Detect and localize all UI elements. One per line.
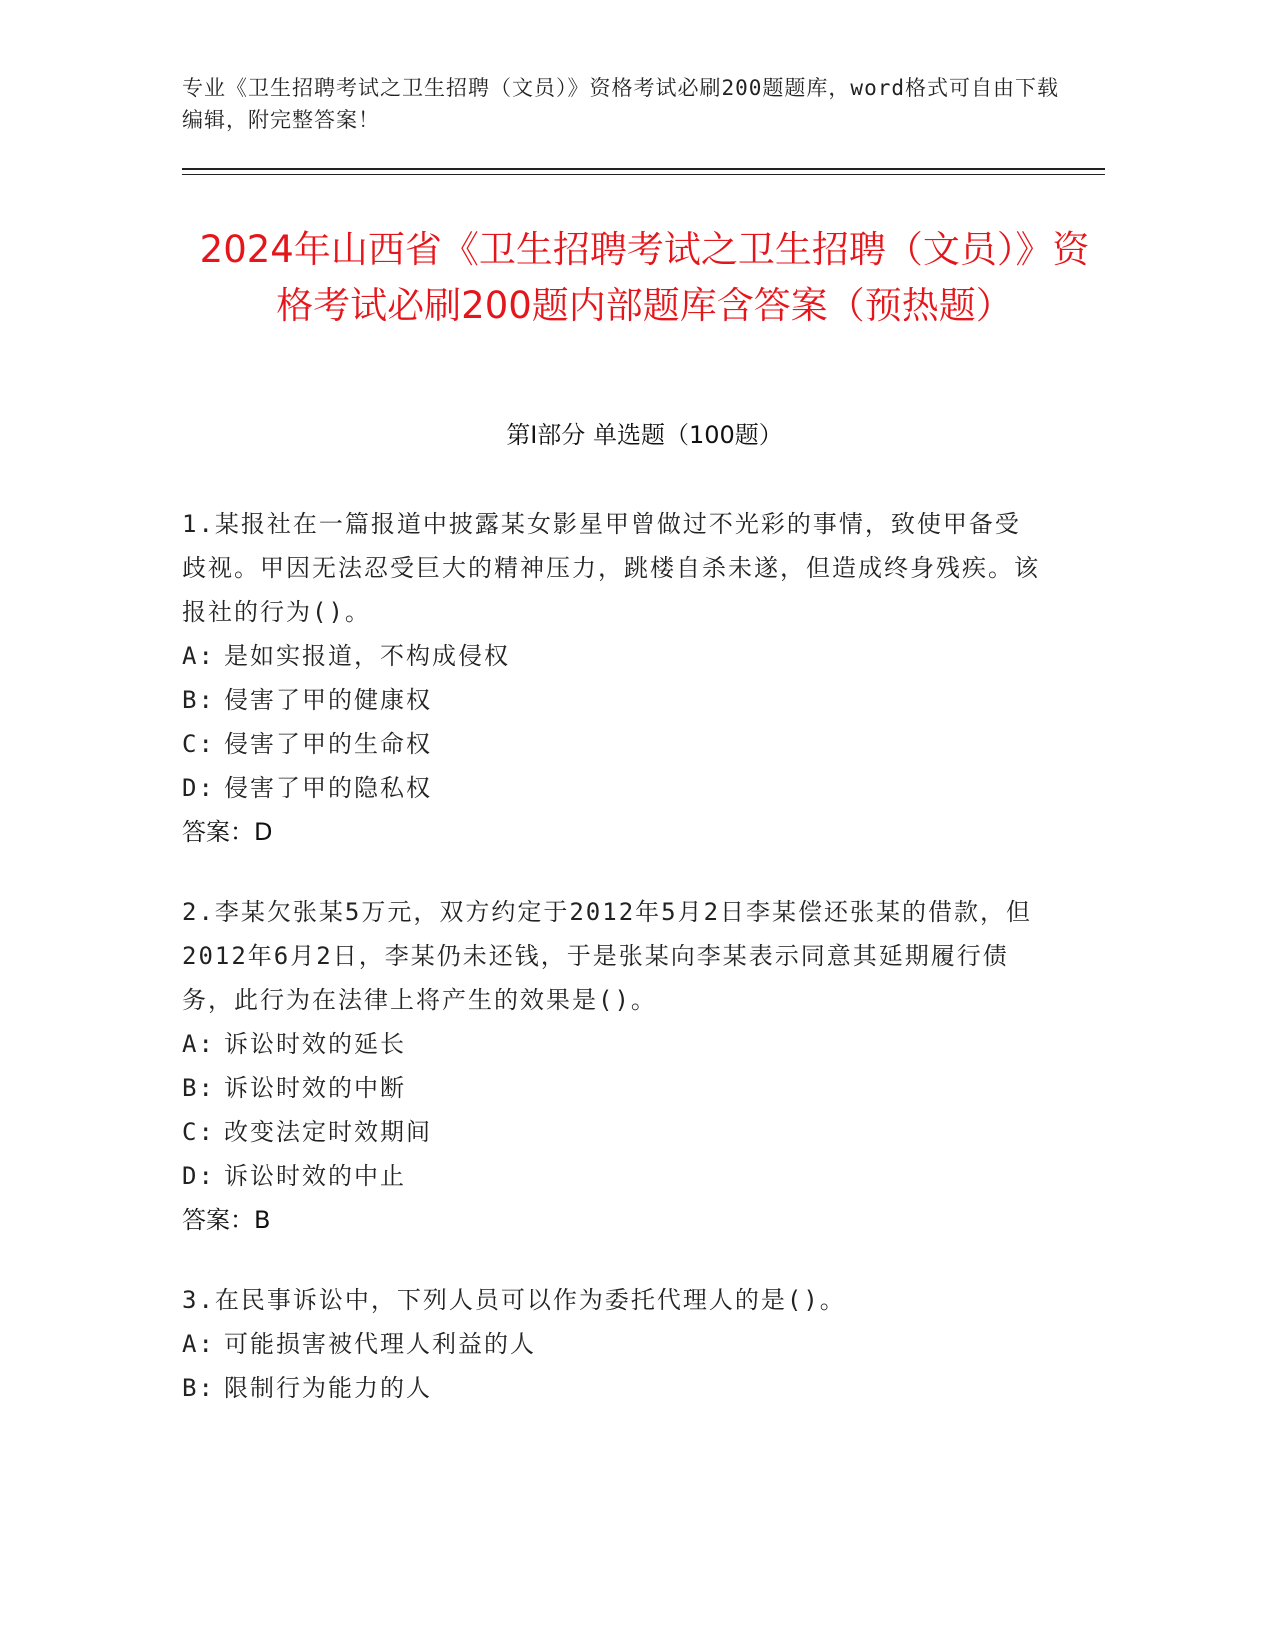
- header-note: 专业《卫生招聘考试之卫生招聘（文员）》资格考试必刷200题题库，word格式可自由下载编辑，附完整答案！: [182, 76, 1059, 132]
- option-text: 诉讼时效的中止: [224, 1162, 406, 1190]
- option-text: 诉讼时效的延长: [224, 1030, 406, 1058]
- document-title: 2024年山西省《卫生招聘考试之卫生招聘（文员）》资格考试必刷200题内部题库含答案（预热题）: [199, 228, 1090, 327]
- option-key: B:: [182, 686, 215, 714]
- option-a: [182, 1322, 1042, 1366]
- question-list: [182, 502, 1042, 1446]
- option-key: C:: [182, 730, 215, 758]
- option-a: [182, 634, 1042, 678]
- question-stem: 1.某报社在一篇报道中披露某女影星甲曾做过不光彩的事情，致使甲备受歧视。甲因无法忍受巨大的精神压力，跳楼自杀未遂，但造成终身残疾。该报社的行为()。: [182, 510, 1040, 626]
- answer-line: 答案：B: [182, 1206, 271, 1234]
- header-divider-thin: [182, 174, 1105, 175]
- question-stem: 2.李某欠张某5万元，双方约定于2012年5月2日李某偿还张某的借款，但2012年6月2日，李某仍未还钱，于是张某向李某表示同意其延期履行债务，此行为在法律上将产生的效果是()。: [182, 898, 1033, 1014]
- option-text: 诉讼时效的中断: [224, 1074, 406, 1102]
- section-title: 第I部分 单选题（100题）: [506, 421, 783, 449]
- option-key: A:: [182, 642, 215, 670]
- header-divider-thick: [182, 168, 1105, 170]
- option-text: 侵害了甲的健康权: [224, 686, 432, 714]
- answer-line: 答案：D: [182, 818, 273, 846]
- option-d: [182, 766, 1042, 810]
- question-3: [182, 1278, 1042, 1410]
- option-text: 可能损害被代理人利益的人: [224, 1330, 536, 1358]
- question-2: [182, 890, 1042, 1242]
- question-stem: 3.在民事诉讼中，下列人员可以作为委托代理人的是()。: [182, 1286, 846, 1314]
- option-text: 侵害了甲的隐私权: [224, 774, 432, 802]
- option-b: [182, 678, 1042, 722]
- option-c: [182, 722, 1042, 766]
- option-b: [182, 1066, 1042, 1110]
- option-key: B:: [182, 1374, 215, 1402]
- option-key: B:: [182, 1074, 215, 1102]
- option-c: [182, 1110, 1042, 1154]
- option-text: 改变法定时效期间: [224, 1118, 432, 1146]
- option-text: 侵害了甲的生命权: [224, 730, 432, 758]
- option-key: A:: [182, 1030, 215, 1058]
- option-text: 限制行为能力的人: [224, 1374, 432, 1402]
- option-key: A:: [182, 1330, 215, 1358]
- option-d: [182, 1154, 1042, 1198]
- option-text: 是如实报道，不构成侵权: [224, 642, 510, 670]
- question-1: [182, 502, 1042, 854]
- option-a: [182, 1022, 1042, 1066]
- option-key: D:: [182, 1162, 215, 1190]
- option-key: D:: [182, 774, 215, 802]
- option-key: C:: [182, 1118, 215, 1146]
- option-b: [182, 1366, 1042, 1410]
